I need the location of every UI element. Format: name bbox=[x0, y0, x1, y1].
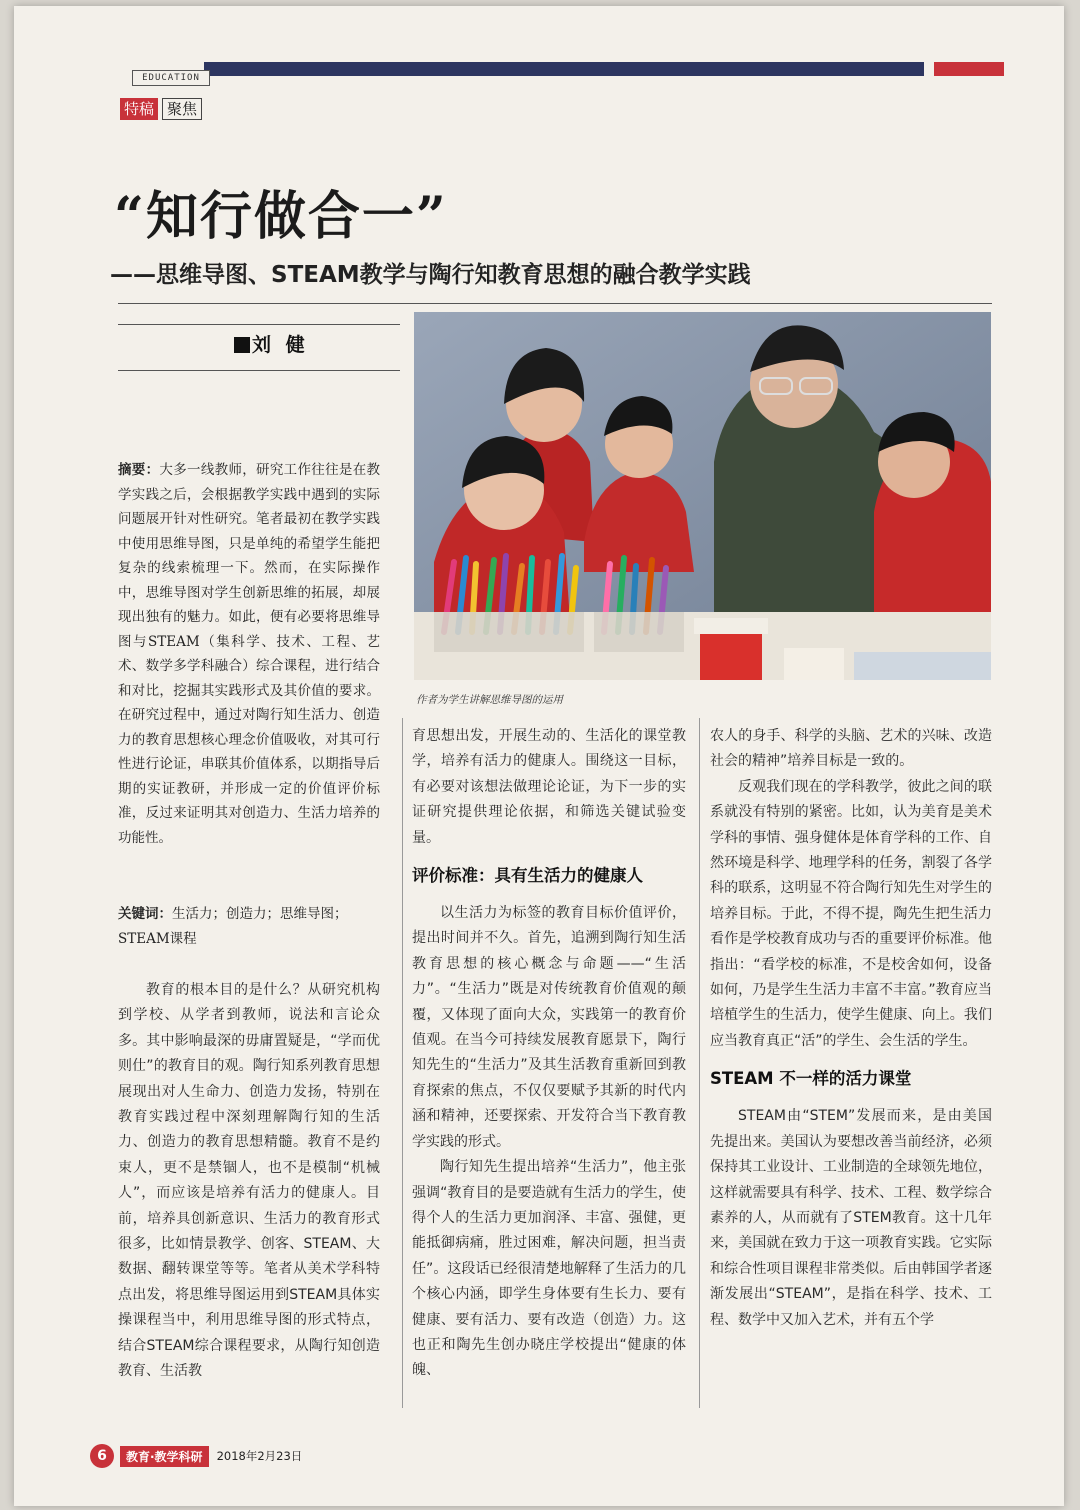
column-divider bbox=[699, 718, 700, 1408]
header-red-stripe bbox=[934, 62, 1004, 76]
page-number: 6 bbox=[90, 1444, 114, 1468]
author-rule-bottom bbox=[118, 370, 400, 371]
paragraph: 农人的身手、科学的头脑、艺术的兴味、改造社会的精神”培养目标是一致的。 bbox=[710, 728, 992, 770]
header-navy-stripe bbox=[204, 62, 924, 76]
abstract-text: 大多一线教师，研究工作往往是在教学实践之后，会根据教学实践中遇到的实际问题展开针对性研究。笔者最初在教学实践中使用思维导图，只是单纯的希望学生能把复杂的线索梳理一下。然而，在实际操作中，思维导图对学生创新思维的拓展，却展现出独有的魅力。如此，便有必要将思维导图与STEAM（集科学、技术、工程、艺术、数学多学科融合）综合课程，进行结合和对比，挖掘其实践形式及其价值的要求。在研究过程中，通过对陶行知生活力、创造力的教育思想核心理念价值吸收，对其可行性进行论证，串联其价值体系，以期指导后期的实证教研，并形成一定的价值评价标准，反过来证明其对创造力、生活力培养的功能性。 bbox=[118, 462, 381, 846]
author-line bbox=[234, 330, 309, 357]
tag-focus: 聚焦 bbox=[162, 98, 202, 120]
paragraph: 以生活力为标签的教育目标价值评价，提出时间并不久。首先，追溯到陶行知生活教育思想的核心概念与命题——“生活力”。“生活力”既是对传统教育价值观的颠覆，又体现了面向大众，实践第一的教育价值观。在当今可持续发展教育愿景下，陶行知先生的“生活力”及其生活教育重新回到教育探索的焦点，不仅仅要赋予其新的时代内涵和精神，还要探索、开发符合当下教育教学实践的形式。 bbox=[412, 905, 686, 1150]
section-tag bbox=[120, 98, 202, 120]
header-bar bbox=[124, 62, 1004, 80]
author-rule-top bbox=[118, 324, 400, 325]
section-heading: 评价标准：具有生活力的健康人 bbox=[412, 866, 643, 886]
paragraph: 教育的根本目的是什么？从研究机构到学校、从学者到教师，说法和言论众多。其中影响最深的毋庸置疑是，“学而优则仕”的教育目的观。陶行知系列教育思想展现出对人生命力、创造力发扬，特别在教育实践过程中深刻理解陶行知的生活力、创造力的教育思想精髓。教育不是约束人，更不是禁锢人，也不是模制“机械人”，而应该是培养有活力的健康人。目前，培养具创新意识、生活力的教育形式很多，比如情景教学、创客、STEAM、大数据、翻转课堂等等。笔者从美术学科特点出发，将思维导图运用到STEAM具体实操课程当中，利用思维导图的形式特点，结合STEAM综合课程要求，从陶行知创造教育、生活教 bbox=[118, 982, 380, 1380]
article-title: “知行做合一” bbox=[114, 186, 448, 247]
photo-caption: 作者为学生讲解思维导图的运用 bbox=[416, 694, 563, 706]
author-name: 刘 健 bbox=[252, 334, 309, 356]
paragraph: 反观我们现在的学科教学，彼此之间的联系就没有特别的紧密。比如，认为美育是美术学科的事情、强身健体是体育学科的工作、自然环境是科学、地理学科的任务，割裂了各学科的联系，这明显不符合陶行知先生对学生的培养目标。于此，不得不提，陶先生把生活力看作是学校教育成功与否的重要评价标准。他指出：“看学校的标准，不是校舍如何，设备如何，乃是学生生活力丰富不丰富。”教育应当培植学生的生活力，使学生健康、向上。我们应当教育真正“活”的学生、会生活的学生。 bbox=[710, 778, 992, 1049]
article-subtitle: ——思维导图、STEAM教学与陶行知教育思想的融合教学实践 bbox=[110, 262, 751, 288]
issue-date: 2018年2月23日 bbox=[216, 1449, 303, 1463]
column-divider bbox=[402, 718, 403, 1408]
article-photo bbox=[414, 312, 991, 680]
abstract bbox=[118, 458, 380, 850]
journal-name: 教育·教学科研 bbox=[120, 1446, 209, 1467]
education-label: EDUCATION bbox=[132, 70, 210, 86]
column-2 bbox=[412, 724, 686, 1384]
abstract-label: 摘要： bbox=[118, 462, 160, 478]
paragraph: STEAM由“STEM”发展而来，是由美国先提出来。美国认为要想改善当前经济，必须保持其工业设计、工业制造的全球领先地位，这样就需要具有科学、技术、工程、数学综合素养的人，从而就有了STEM教育。这十几年来，美国就在致力于这一项教育实践。它实际和综合性项目课程非常类似。后由韩国学者逐渐发展出“STEAM”，是指在科学、技术、工程、数学中又加入艺术，并有五个学 bbox=[710, 1108, 992, 1328]
section-heading: STEAM 不一样的活力课堂 bbox=[710, 1069, 912, 1089]
paragraph: 陶行知先生提出培养“生活力”，他主张强调“教育目的是要造就有生活力的学生，使得个人的生活力更加润泽、丰富、强健，更能抵御病痛，胜过困难，解决问题，担当责任”。这段话已经很清楚地解释了生活力的几个核心内涵，即学生身体要有生长力、要有健康、要有活力、要有改造（创造）力。这也正和陶先生创办晓庄学校提出“健康的体魄、 bbox=[412, 1159, 686, 1379]
author-square-icon bbox=[234, 337, 250, 353]
tag-special: 特稿 bbox=[120, 98, 158, 120]
title-divider bbox=[118, 303, 992, 304]
keywords-text: 生活力；创造力；思维导图；STEAM课程 bbox=[118, 906, 348, 947]
magazine-page bbox=[14, 6, 1064, 1506]
page-footer bbox=[90, 1444, 302, 1468]
column-3 bbox=[710, 724, 992, 1333]
paragraph: 育思想出发，开展生动的、生活化的课堂教学，培养有活力的健康人。围绕这一目标，有必要对该想法做理论论证，为下一步的实证研究提供理论依据，和筛选关键试验变量。 bbox=[412, 728, 686, 846]
keywords bbox=[118, 902, 380, 951]
column-1 bbox=[118, 978, 380, 1385]
keywords-label: 关键词： bbox=[118, 906, 172, 922]
